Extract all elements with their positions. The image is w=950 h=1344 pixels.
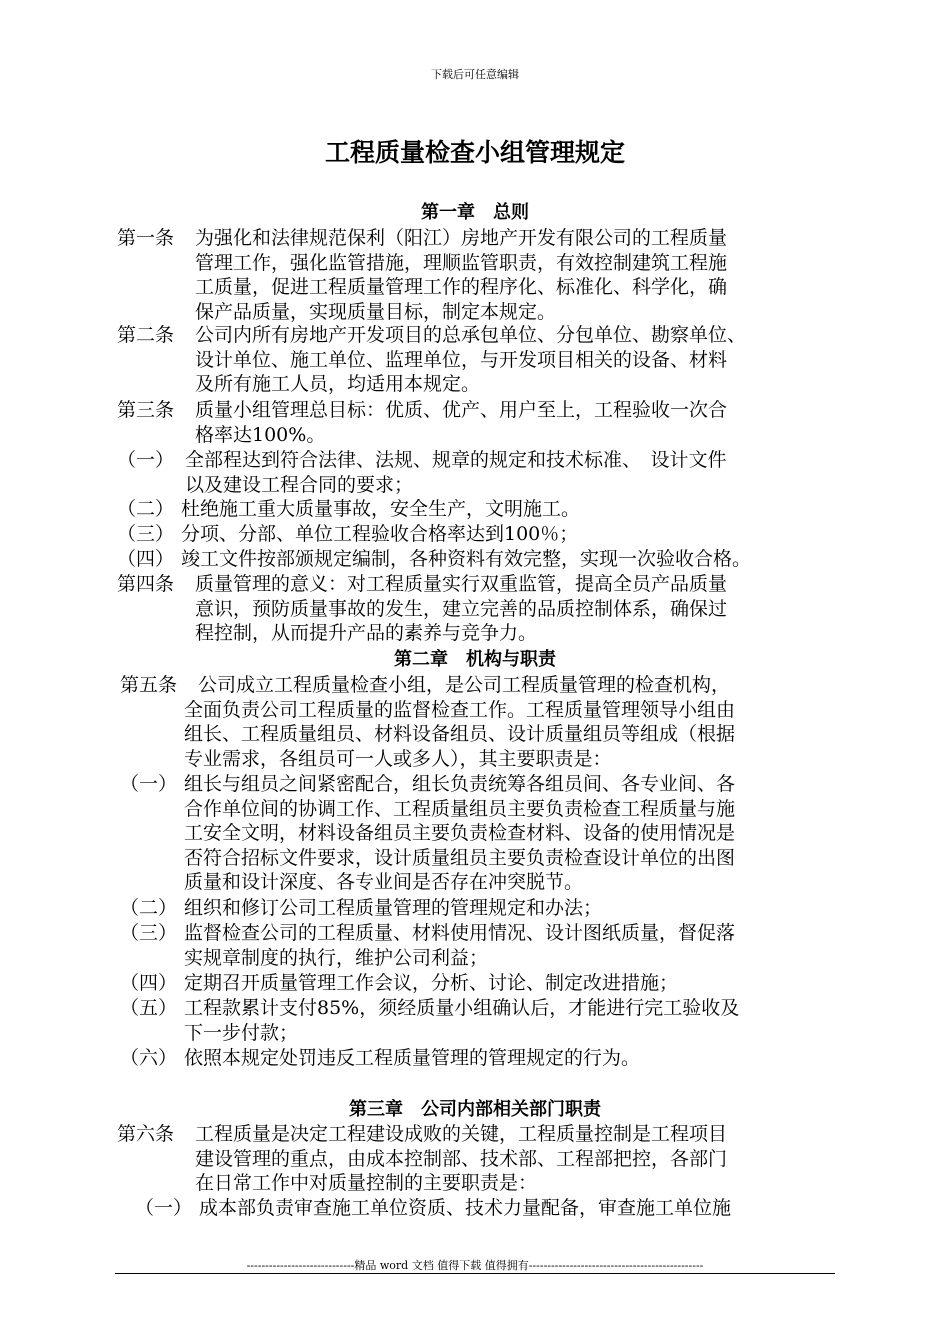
text-line: 定期召开质量管理工作会议，分析、讨论、制定改进措施；: [184, 972, 679, 994]
article-5-item-1: [120, 772, 735, 895]
text-line: 保产品质量，实现质量目标，制定本规定。: [195, 300, 557, 323]
article-5-item-5: [120, 996, 739, 1045]
item-label: （四）: [117, 548, 175, 570]
text-line: 建设管理的重点，由成本控制部、技术部、工程部把控，各部门: [195, 1147, 728, 1170]
page-footer: -----------------------------精品 word 文档 值得下载 值得拥有-----------------------------------------------: [246, 1259, 704, 1272]
item-label: （一）: [117, 449, 175, 471]
text-line: 工程质量是决定工程建设成败的关键，工程质量控制是工程项目: [195, 1123, 728, 1145]
article-6-item-1: [135, 1196, 731, 1221]
footer-rule: [115, 1273, 835, 1274]
text-line: 质量小组管理总目标：优质、优产、用户至上，工程验收一次合: [195, 399, 728, 421]
article-label: 第二条: [117, 324, 175, 346]
article-5-item-2: [120, 896, 602, 921]
text-line: 合作单位间的协调工作、工程质量组员主要负责检查工程质量与施: [184, 797, 736, 820]
text-line: 格率达100%。: [195, 423, 326, 446]
text-line: 组织和修订公司工程质量管理的管理规定和办法；: [184, 897, 603, 919]
article-label: 第四条: [117, 573, 175, 595]
article-5-item-3: [120, 921, 735, 970]
article-3: [117, 398, 727, 447]
item-label: （二）: [117, 498, 175, 520]
text-line: 设计单位、施工单位、监理单位，与开发项目相关的设备、材料: [195, 348, 728, 371]
text-line: 质量和设计深度、各专业间是否存在冲突脱节。: [184, 871, 584, 893]
text-line: 管理工作，强化监管措施，理顺监管职责，有效控制建筑工程施: [195, 251, 728, 274]
page-header: 下载后可任意编辑: [431, 68, 519, 81]
article-5: [120, 673, 735, 771]
text-line: 依照本规定处罚违反工程质量管理的管理规定的行为。: [184, 1047, 641, 1069]
article-1: [117, 226, 727, 324]
text-line: 质量管理的意义：对工程质量实行双重监管，提高全员产品质量: [195, 573, 728, 595]
text-line: 分项、分部、单位工程验收合格率达到100％；: [181, 523, 579, 545]
text-line: 公司内所有房地产开发项目的总承包单位、分包单位、勘察单位、: [195, 324, 747, 346]
text-line: 下一步付款；: [184, 1021, 299, 1044]
article-2: [117, 323, 746, 397]
article-6: [117, 1122, 727, 1196]
article-5-item-4: [120, 971, 678, 996]
article-label: 第三条: [117, 399, 175, 421]
text-line: 为强化和法律规范保利（阳江）房地产开发有限公司的工程质量: [195, 227, 728, 249]
text-line: 竣工文件按部颁规定编制，各种资料有效完整，实现一次验收合格。: [181, 548, 752, 570]
chapter-2-heading: 第二章 机构与职责: [394, 649, 556, 670]
item-label: （一）: [135, 1197, 193, 1219]
text-line: 程控制，从而提升产品的素养与竞争力。: [195, 622, 538, 644]
item-label: （四）: [120, 972, 178, 994]
article-4: [117, 572, 727, 646]
text-line: 否符合招标文件要求，设计质量组员主要负责检查设计单位的出图: [184, 846, 736, 869]
article-3-item-1: [117, 448, 727, 497]
item-label: （五）: [120, 997, 178, 1019]
text-line: 意识，预防质量事故的发生，建立完善的品质控制体系，确保过: [195, 597, 728, 620]
article-3-item-2: [117, 497, 580, 522]
text-line: 全部程达到符合法律、法规、规章的规定和技术标准、 设计文件: [185, 449, 727, 471]
article-label: 第一条: [117, 227, 175, 249]
text-line: 工质量，促进工程质量管理工作的程序化、标准化、科学化，确: [195, 276, 728, 298]
text-line: 监督检查公司的工程质量、材料使用情况、设计图纸质量，督促落: [184, 922, 736, 944]
document-title: 工程质量检查小组管理规定: [324, 138, 625, 167]
text-line: 及所有施工人员，均适用本规定。: [195, 373, 481, 395]
article-label: 第六条: [117, 1123, 175, 1145]
text-line: 在日常工作中对质量控制的主要职责是：: [195, 1172, 538, 1194]
article-label: 第五条: [120, 674, 178, 696]
article-3-item-4: [117, 547, 751, 572]
item-label: （一）: [120, 773, 178, 795]
chapter-3-heading: 第三章 公司内部相关部门职责: [349, 1099, 601, 1120]
chapter-1-heading: 第一章 总则: [421, 202, 529, 223]
text-line: 公司成立工程质量检查小组，是公司工程质量管理的检查机构，: [198, 674, 731, 696]
text-line: 专业需求，各组员可一人或多人），其主要职责是：: [184, 747, 612, 770]
article-3-item-3: [117, 522, 578, 547]
item-label: （六）: [120, 1047, 178, 1069]
item-label: （三）: [117, 523, 175, 545]
text-line: 成本部负责审查施工单位资质、技术力量配备，审查施工单位施: [199, 1197, 732, 1219]
text-line: 以及建设工程合同的要求；: [185, 473, 414, 496]
text-line: 实规章制度的执行，维护公司利益；: [184, 946, 489, 969]
text-line: 工程款累计支付85%，须经质量小组确认后，才能进行完工验收及: [184, 997, 740, 1019]
item-label: （二）: [120, 897, 178, 919]
text-line: 全面负责公司工程质量的监督检查工作。工程质量管理领导小组由: [184, 698, 736, 721]
item-label: （三）: [120, 922, 178, 944]
text-line: 杜绝施工重大质量事故，安全生产，文明施工。: [181, 498, 581, 520]
text-line: 组长与组员之间紧密配合，组长负责统筹各组员间、各专业间、各: [184, 773, 736, 795]
article-5-item-6: [120, 1046, 640, 1071]
text-line: 组长、工程质量组员、材料设备组员、设计质量组员等组成（根据: [184, 723, 736, 745]
text-line: 工安全文明，材料设备组员主要负责检查材料、设备的使用情况是: [184, 822, 736, 844]
